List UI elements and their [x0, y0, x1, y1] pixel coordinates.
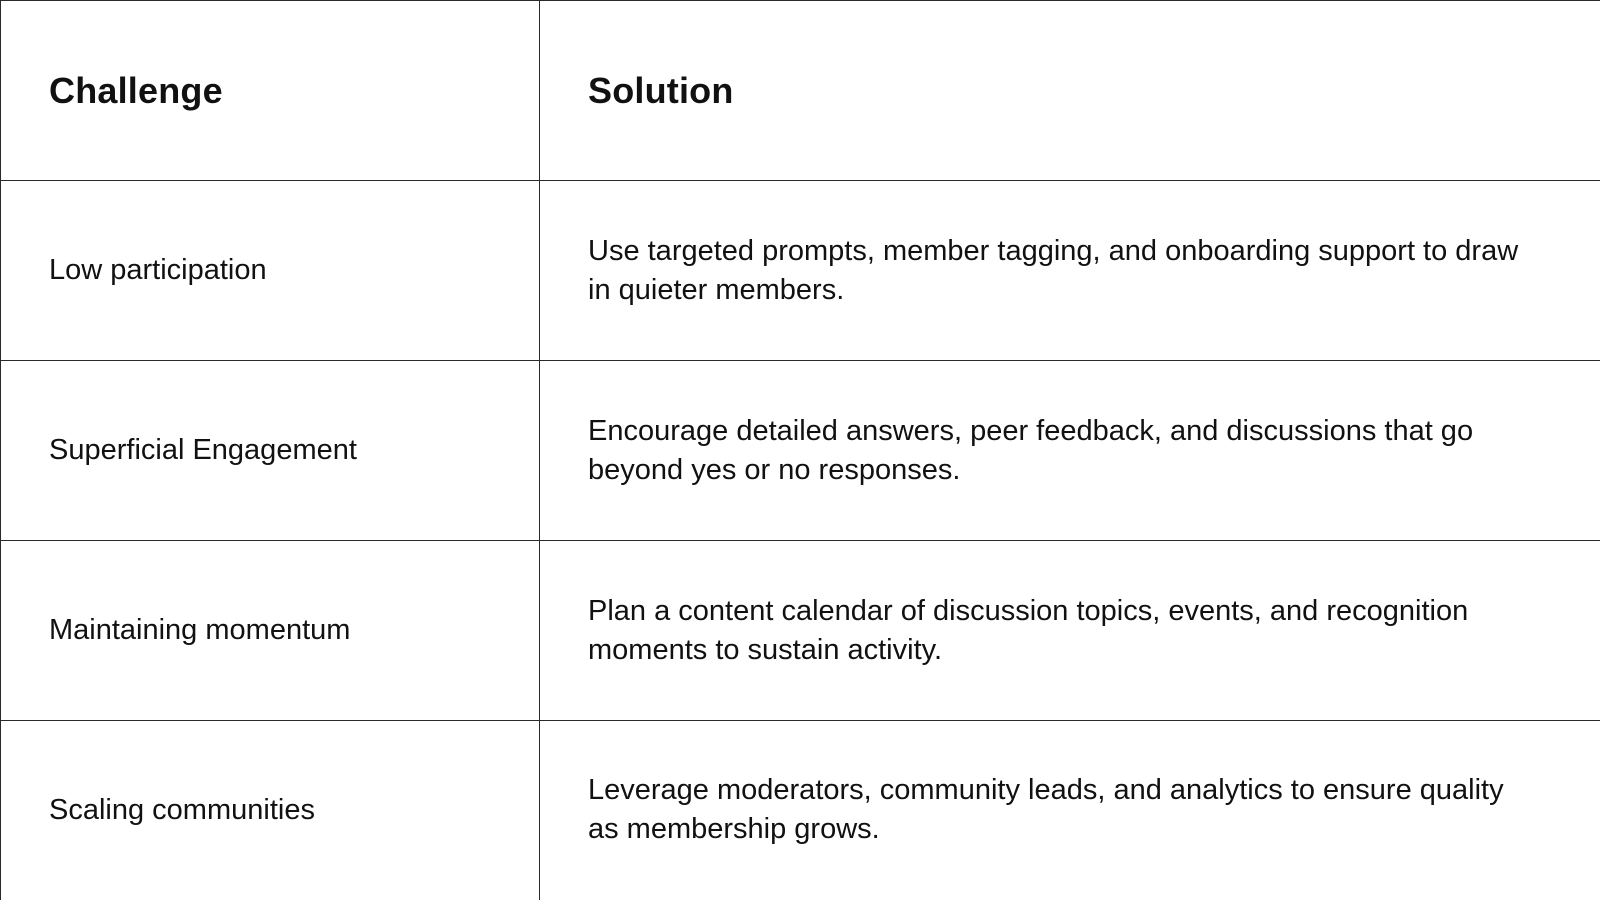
table-row: [1, 361, 1600, 541]
solution-cell: Encourage detailed answers, peer feedback, and discussions that go beyond yes or no responses.: [540, 361, 1600, 541]
challenge-column-header: Challenge: [1, 1, 540, 181]
table-row: [1, 181, 1600, 361]
challenge-cell: Scaling communities: [1, 721, 540, 900]
solution-cell: Plan a content calendar of discussion topics, events, and recognition moments to sustain activity.: [540, 541, 1600, 721]
challenge-cell: Superficial Engagement: [1, 361, 540, 541]
challenge-cell: Maintaining momentum: [1, 541, 540, 721]
solution-cell: Leverage moderators, community leads, and analytics to ensure quality as membership grows.: [540, 721, 1600, 900]
challenge-cell: Low participation: [1, 181, 540, 361]
table-row: [1, 541, 1600, 721]
table-row: [1, 721, 1600, 900]
table-header-row: [1, 1, 1600, 181]
solution-column-header: Solution: [540, 1, 1600, 181]
solution-cell: Use targeted prompts, member tagging, and onboarding support to draw in quieter members.: [540, 181, 1600, 361]
